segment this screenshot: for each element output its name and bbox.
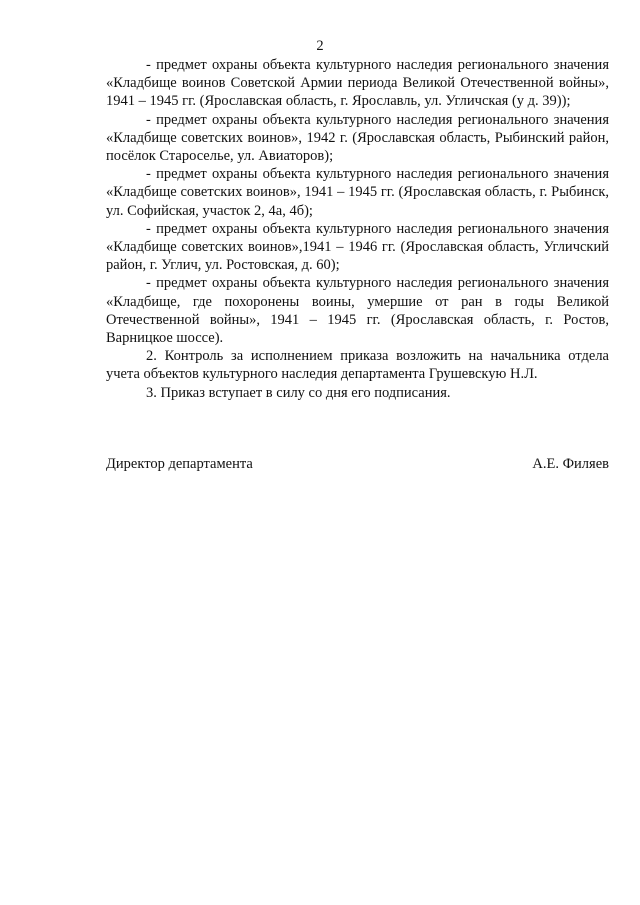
- list-item-protection-subject: - предмет охраны объекта культурного наследия регионального значения «Кладбище советских воинов», 1941 – 1945 гг. (Ярославская область, г. Рыбинск, ул. Софийская, участок 2, 4а, 4б);: [106, 166, 609, 219]
- page-number: 2: [316, 38, 324, 54]
- list-item-protection-subject: - предмет охраны объекта культурного наследия регионального значения «Кладбище советских воинов», 1942 г. (Ярославская область, Рыбинский район, посёлок Староселье, ул. Авиаторов);: [106, 111, 609, 165]
- signatory-title: Директор департамента: [106, 456, 253, 472]
- signatory-name: А.Е. Филяев: [532, 456, 609, 472]
- list-item-protection-subject: - предмет охраны объекта культурного наследия регионального значения «Кладбище, где похоронены воины, умершие от ран в годы Великой Отечественной войны», 1941 – 1945 гг. (Ярославская область, г. Ростов, Варницкое шоссе).: [106, 275, 609, 347]
- list-item-protection-subject: - предмет охраны объекта культурного наследия регионального значения «Кладбище советских воинов»,1941 – 1946 гг. (Ярославская область, Угличский район, г. Углич, ул. Ростовская, д. 60);: [106, 220, 609, 274]
- document-body: [106, 56, 609, 402]
- clause-effective-date: 3. Приказ вступает в силу со дня его подписания.: [146, 384, 451, 401]
- clause-control: 2. Контроль за исполнением приказа возложить на начальника отдела учета объектов культурного наследия департамента Грушевскую Н.Л.: [106, 348, 609, 383]
- list-item-protection-subject: - предмет охраны объекта культурного наследия регионального значения «Кладбище воинов Советской Армии периода Великой Отечественной войны», 1941 – 1945 гг. (Ярославская область, г. Ярославль, ул. Угличская (у д. 39));: [106, 57, 609, 110]
